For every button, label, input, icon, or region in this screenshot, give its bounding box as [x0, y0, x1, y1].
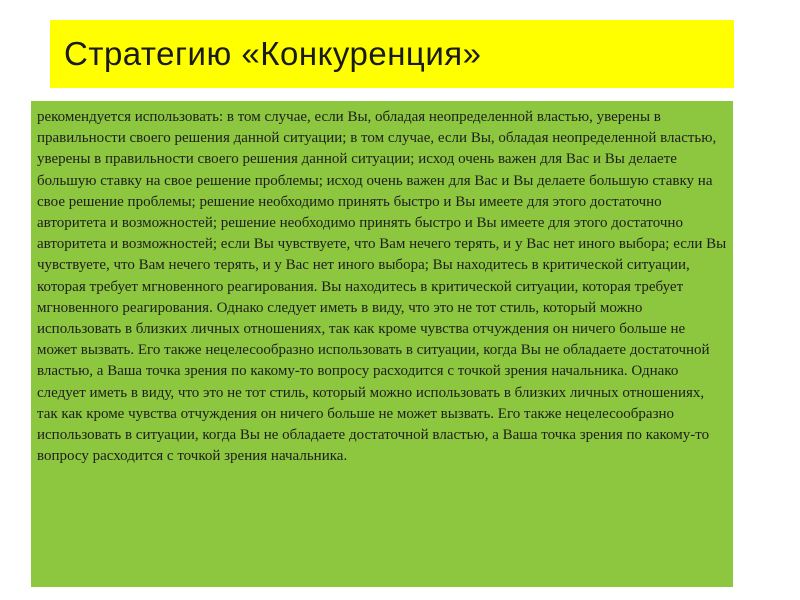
title-bar: [50, 20, 734, 88]
body-paragraph: рекомендуется использовать: в том случае, если Вы, обладая неопределенной властью, уверены в правильности своего решения данной ситуации; в том случае, если Вы, обладая неопределенной властью, уверены в правильности своего решения данной ситуации; исход очень важен для Вас и Вы делаете большую ставку на свое решение проблемы; исход очень важен для Вас и Вы делаете большую ставку на свое решение проблемы; решение необходимо принять быстро и Вы имеете для этого достаточно авторитета и возможностей; решение необходимо принять быстро и Вы имеете для этого достаточно авторитета и возможностей; если Вы чувствуете, что Вам нечего терять, и у Вас нет иного выбора; если Вы чувствуете, что Вам нечего терять, и у Вас нет иного выбора; Вы находитесь в критической ситуации, которая требует мгновенного реагирования. Вы находитесь в критической ситуации, которая требует мгновенного реагирования. Однако следует иметь в виду, что это не тот стиль, который можно использовать в близких личных отношениях, так как кроме чувства отчуждения он ничего больше не может вызвать. Его также нецелесообразно использовать в ситуации, когда Вы не обладаете достаточной властью, а Ваша точка зрения по какому-то вопросу расходится с точкой зрения начальника. Однако следует иметь в виду, что это не тот стиль, который можно использовать в близких личных отношениях, так как кроме чувства отчуждения он ничего больше не может вызвать. Его также нецелесообразно использовать в ситуации, когда Вы не обладаете достаточной властью, а Ваша точка зрения по какому-то вопросу расходится с точкой зрения начальника.: [37, 109, 727, 465]
body-text-box: [31, 101, 733, 587]
slide-title: Стратегию «Конкуренция»: [64, 35, 482, 72]
